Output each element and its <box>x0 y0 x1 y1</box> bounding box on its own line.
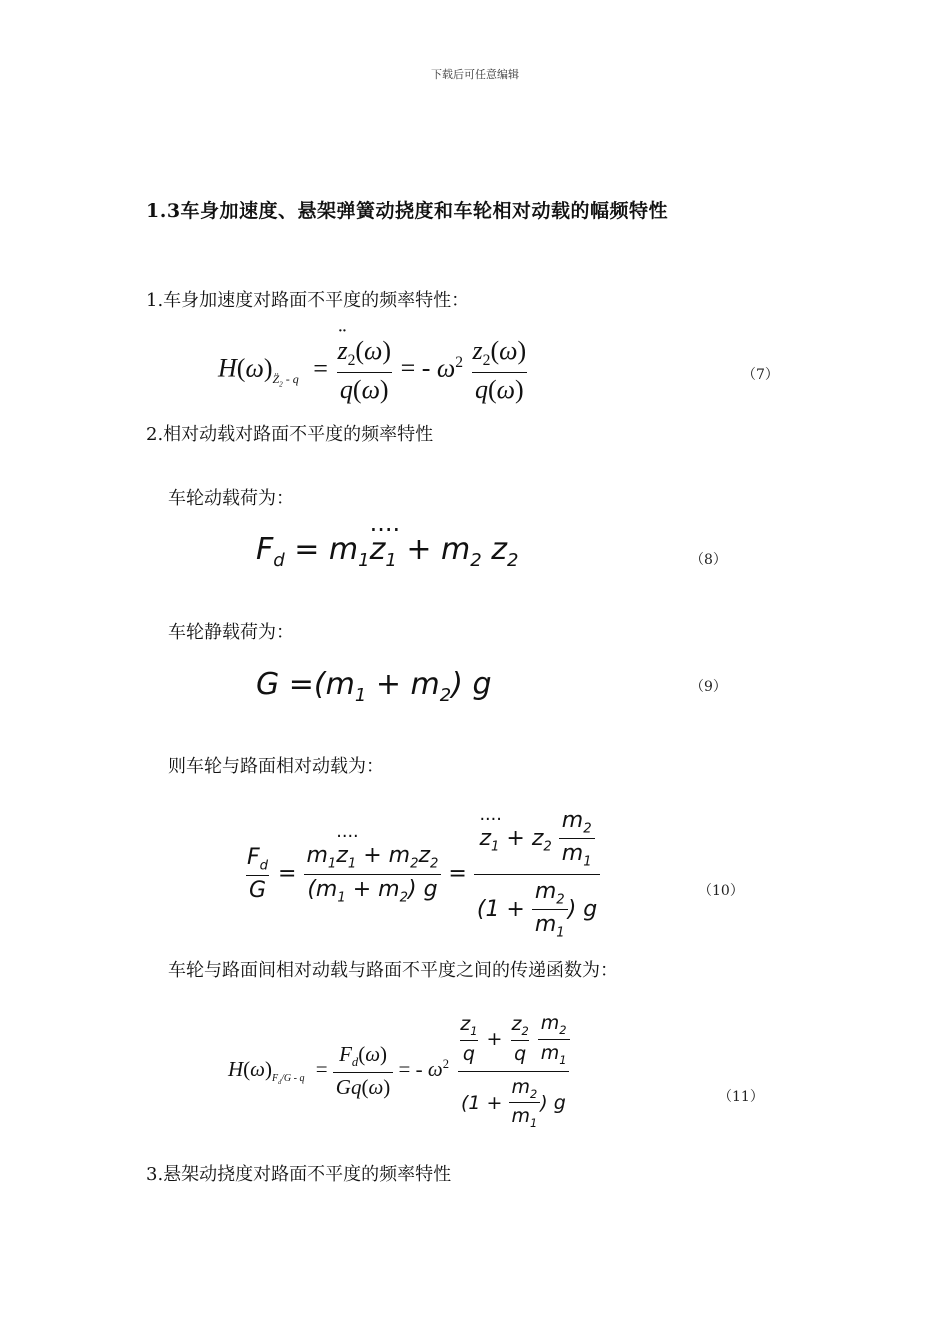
equation-number-11: （11） <box>718 1089 764 1105</box>
relative-load-text: 则车轮与路面相对动载为： <box>168 756 384 777</box>
item-2-text: 2.相对动载对路面不平度的频率特性 <box>146 424 434 445</box>
equation-9: $G =(m_1 + m_2)$ g <box>256 667 492 706</box>
equation-7: $H(\omega)_{Z̈_2 - q}$ = ¨ $\frac{z_2(\omega)}{q(\omega)}$ = - $\omega^2$ $\frac{z_2(\omega)}{q(\omega)}$ <box>218 336 529 405</box>
item-3-text: 3.悬架动挠度对路面不平度的频率特性 <box>146 1164 452 1185</box>
equation-number-9: （9） <box>690 679 727 695</box>
equation-10: $\frac{F_d}{G}$ = $\frac{m_1\cdot\cdot\cdot\cdot z_1 + m_2z_2}{(m_1 + m_2) g}$ = ···· $z_1 + z_2$ $\frac{m_2}{m_1}$ (1 + $\frac{m_2}{m_1}$ ) g <box>244 808 600 941</box>
equation-11: $H(\omega)_{F_d/G - q}$ = $\frac{F_d(\omega)}{Gq(\omega)}$ = - $\omega^2$ $\frac{z_1}{q}$ + $\frac{z_2}{q}$ $\frac{m_2}{m_1}$ (1 + $\frac{m_2}{m_1}$ ) g <box>228 1012 573 1130</box>
section-heading: 1.3车身加速度、悬架弹簧动挠度和车轮相对动载的幅频特性 <box>146 200 669 222</box>
page-header-note: 下载后可任意编辑 <box>431 68 519 81</box>
equation-number-8: （8） <box>690 552 727 568</box>
equation-number-7: （7） <box>742 367 779 383</box>
equation-8: $F_d = m_1\cdot\cdot\cdot\cdot z_1 + m_2$ $z_2$ <box>256 532 518 571</box>
equation-number-10: （10） <box>698 883 744 899</box>
item-1-text: 1.车身加速度对路面不平度的频率特性： <box>146 290 470 311</box>
transfer-function-text: 车轮与路面间相对动载与路面不平度之间的传递函数为： <box>168 960 618 981</box>
dynamic-load-text: 车轮动载荷为： <box>168 488 294 509</box>
static-load-text: 车轮静载荷为： <box>168 622 294 643</box>
